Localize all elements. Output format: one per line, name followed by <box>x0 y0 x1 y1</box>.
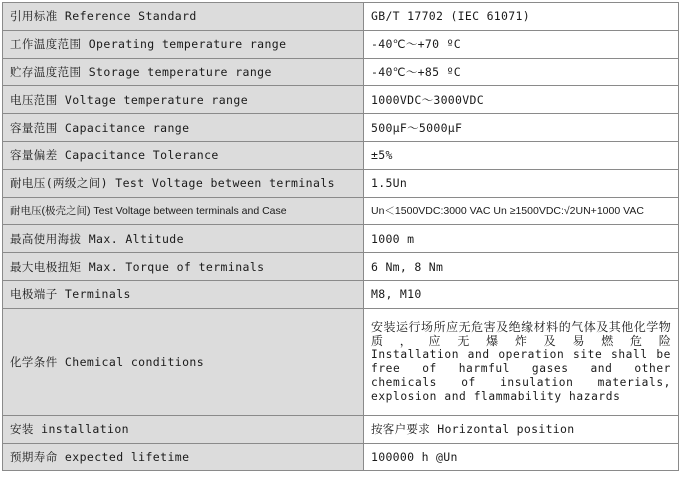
table-row <box>3 58 679 86</box>
row-label-max-altitude: 最高使用海拔 Max. Altitude <box>3 225 364 253</box>
row-label-test-voltage-terminals: 耐电压(两级之间) Test Voltage between terminals <box>3 169 364 197</box>
row-value-expected-lifetime: 100000 h @Un <box>364 443 679 471</box>
chemical-conditions-chinese: 安装运行场所应无危害及绝缘材料的气体及其他化学物质，应无爆炸及易燃危险 <box>371 319 671 348</box>
row-value-operating-temperature: -40℃～+70 ºC <box>364 30 679 58</box>
row-value-storage-temperature: -40℃～+85 ºC <box>364 58 679 86</box>
row-label-storage-temperature: 贮存温度范围 Storage temperature range <box>3 58 364 86</box>
table-row <box>3 141 679 169</box>
table-row <box>3 308 679 415</box>
row-value-max-altitude: 1000 m <box>364 225 679 253</box>
table-row <box>3 169 679 197</box>
row-label-expected-lifetime: 预期寿命 expected lifetime <box>3 443 364 471</box>
row-label-max-torque: 最大电极扭矩 Max. Torque of terminals <box>3 253 364 281</box>
row-value-terminals: M8, M10 <box>364 280 679 308</box>
table-row <box>3 30 679 58</box>
row-value-capacitance-tolerance: ±5% <box>364 141 679 169</box>
chemical-conditions-english: Installation and operation site shall be free of harmful gases and other chemicals of insulation materials, explosion and flammability hazards <box>371 347 671 403</box>
table-row <box>3 3 679 31</box>
row-label-operating-temperature: 工作温度范围 Operating temperature range <box>3 30 364 58</box>
row-value-chemical-conditions <box>364 308 679 415</box>
row-label-reference-standard: 引用标准 Reference Standard <box>3 3 364 31</box>
table-row <box>3 253 679 281</box>
table-row <box>3 197 679 225</box>
table-row <box>3 280 679 308</box>
row-value-voltage-range: 1000VDC～3000VDC <box>364 86 679 114</box>
row-value-test-voltage-terminals: 1.5Un <box>364 169 679 197</box>
row-value-installation: 按客户要求 Horizontal position <box>364 415 679 443</box>
table-row <box>3 86 679 114</box>
row-value-max-torque: 6 Nm, 8 Nm <box>364 253 679 281</box>
row-label-voltage-range: 电压范围 Voltage temperature range <box>3 86 364 114</box>
row-label-installation: 安装 installation <box>3 415 364 443</box>
row-label-capacitance-tolerance: 容量偏差 Capacitance Tolerance <box>3 141 364 169</box>
table-row <box>3 225 679 253</box>
row-label-capacitance-range: 容量范围 Capacitance range <box>3 114 364 142</box>
row-label-test-voltage-case: 耐电压(极壳之间) Test Voltage between terminals and Case <box>3 197 364 225</box>
specification-table <box>2 2 679 471</box>
row-label-chemical-conditions: 化学条件 Chemical conditions <box>3 308 364 415</box>
row-value-capacitance-range: 500μF～5000μF <box>364 114 679 142</box>
row-label-terminals: 电极端子 Terminals <box>3 280 364 308</box>
table-row <box>3 443 679 471</box>
row-value-reference-standard: GB/T 17702 (IEC 61071) <box>364 3 679 31</box>
row-value-test-voltage-case: Un＜1500VDC:3000 VAC Un ≥1500VDC:√2UN+1000 VAC <box>364 197 679 225</box>
table-row <box>3 114 679 142</box>
table-row <box>3 415 679 443</box>
